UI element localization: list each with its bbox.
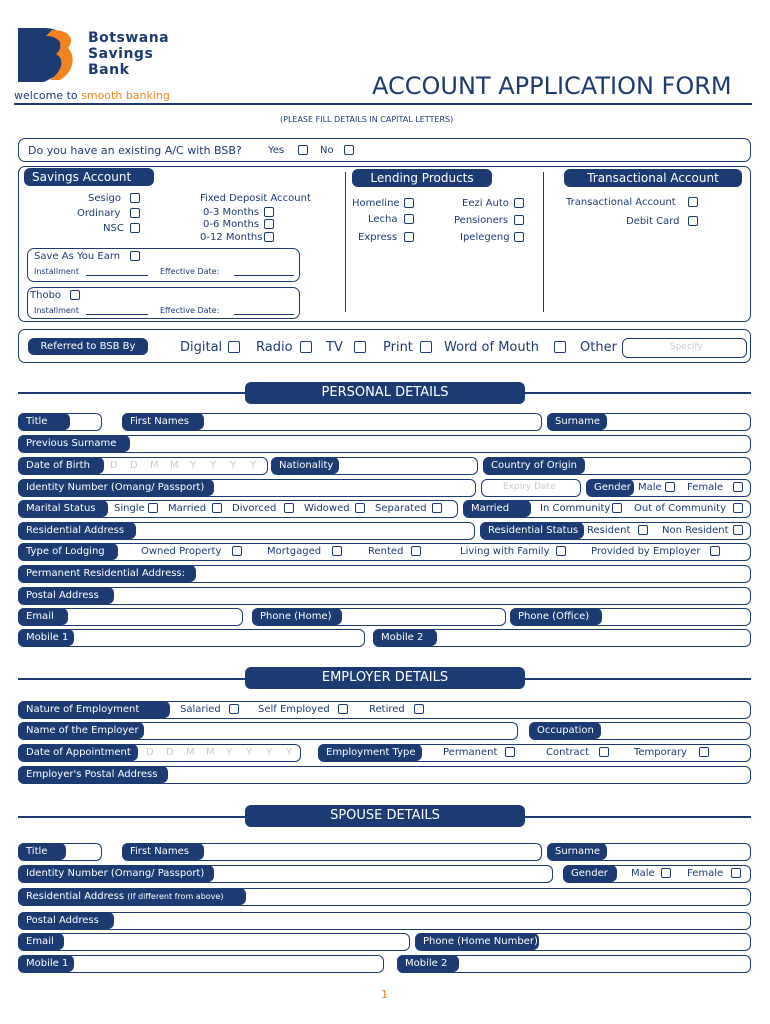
tv-checkbox[interactable] — [354, 341, 366, 353]
dob-m2: M — [170, 460, 179, 471]
saye-checkbox[interactable] — [130, 251, 140, 261]
spouse-mobile2-label: Mobile 2 — [397, 955, 459, 972]
ipelegeng-checkbox[interactable] — [514, 232, 524, 242]
ordinary-checkbox[interactable] — [130, 208, 140, 218]
m12-checkbox[interactable] — [264, 232, 274, 242]
saye-effective-label: Effective Date: — [160, 267, 220, 276]
temporary-label: Temporary — [634, 747, 688, 758]
spouse-first-names-label: First Names — [122, 843, 204, 860]
mobile1-label: Mobile 1 — [18, 629, 74, 646]
widowed-checkbox[interactable] — [355, 503, 365, 513]
rented-label: Rented — [368, 546, 404, 557]
spouse-female-checkbox[interactable] — [731, 868, 741, 878]
resident-label: Resident — [587, 525, 631, 536]
tv-label: TV — [326, 340, 343, 355]
transactional-account-label: Transactional Account — [566, 197, 676, 208]
homeline-label: Homeline — [352, 198, 400, 209]
single-checkbox[interactable] — [148, 503, 158, 513]
existing-no-checkbox[interactable] — [344, 145, 354, 155]
lecha-label: Lecha — [368, 214, 398, 225]
title-label: Title — [18, 413, 70, 430]
homeline-checkbox[interactable] — [404, 198, 414, 208]
previous-surname-label: Previous Surname — [18, 435, 130, 452]
spouse-res-address-label — [18, 888, 246, 905]
thobo-checkbox[interactable] — [70, 290, 80, 300]
tagline-welcome: welcome to — [14, 89, 82, 102]
spouse-postal-label: Postal Address — [18, 912, 114, 929]
widowed-label: Widowed — [304, 503, 350, 514]
tagline-smooth: smooth banking — [81, 89, 170, 102]
spouse-email-field[interactable] — [18, 933, 410, 951]
spouse-phone-label: Phone (Home Number) — [415, 933, 539, 950]
m6-label: 0-6 Months — [203, 219, 260, 230]
salaried-checkbox[interactable] — [229, 704, 239, 714]
out-community-checkbox[interactable] — [733, 503, 743, 513]
spouse-male-label: Male — [631, 868, 655, 879]
ordinary-label: Ordinary — [77, 208, 121, 219]
express-checkbox[interactable] — [404, 232, 414, 242]
nature-label: Nature of Employment — [18, 701, 170, 718]
country-label: Country of Origin — [483, 457, 585, 474]
non-resident-checkbox[interactable] — [733, 525, 743, 535]
owned-checkbox[interactable] — [232, 546, 242, 556]
transactional-heading: Transactional Account — [564, 169, 742, 187]
bank-logo-icon — [16, 26, 78, 84]
eezi-auto-label: Eezi Auto — [462, 198, 509, 209]
radio-checkbox[interactable] — [300, 341, 312, 353]
page-number: 1 — [381, 988, 388, 1001]
thobo-effective-line[interactable] — [234, 314, 294, 315]
spouse-title-label: Title — [18, 843, 66, 860]
surname-label: Surname — [547, 413, 607, 430]
doa-y4: Y — [286, 747, 293, 758]
email-label: Email — [18, 608, 68, 625]
male-checkbox[interactable] — [665, 482, 675, 492]
m3-label: 0-3 Months — [203, 207, 260, 218]
res-address-label: Residential Address — [18, 522, 136, 539]
spouse-male-checkbox[interactable] — [661, 868, 671, 878]
nsc-checkbox[interactable] — [130, 223, 140, 233]
contract-checkbox[interactable] — [599, 747, 609, 757]
dob-label: Date of Birth — [18, 457, 104, 474]
expiry-placeholder: Expiry Date — [503, 482, 556, 492]
specify-placeholder: Specify — [670, 342, 703, 352]
rented-checkbox[interactable] — [411, 546, 421, 556]
mortgaged-checkbox[interactable] — [332, 546, 342, 556]
employer-provided-checkbox[interactable] — [710, 546, 720, 556]
products-divider-2 — [543, 172, 544, 312]
gender-label: Gender — [586, 479, 634, 496]
doa-m1: M — [186, 747, 195, 758]
female-checkbox[interactable] — [733, 482, 743, 492]
separated-label: Separated — [375, 503, 427, 514]
contract-label: Contract — [546, 747, 590, 758]
employer-banner: EMPLOYER DETAILS — [245, 667, 525, 689]
thobo-installment-line[interactable] — [86, 314, 148, 315]
spouse-surname-label: Surname — [547, 843, 607, 860]
print-checkbox[interactable] — [420, 341, 432, 353]
resident-checkbox[interactable] — [638, 525, 648, 535]
female-label: Female — [687, 482, 724, 493]
phone-home-label: Phone (Home) — [252, 608, 342, 625]
male-label: Male — [638, 482, 662, 493]
employer-postal-label: Employer's Postal Address — [18, 766, 168, 783]
debit-card-label: Debit Card — [626, 216, 680, 227]
m6-checkbox[interactable] — [264, 219, 274, 229]
tagline — [14, 89, 170, 102]
doa-d1: D — [146, 747, 154, 758]
owned-label: Owned Property — [141, 546, 222, 557]
other-label: Other — [580, 340, 617, 355]
dob-d1: D — [110, 460, 118, 471]
doa-m2: M — [206, 747, 215, 758]
married-checkbox[interactable] — [212, 503, 222, 513]
fixed-deposit-label: Fixed Deposit Account — [200, 193, 311, 204]
transactional-account-checkbox[interactable] — [688, 197, 698, 207]
out-community-label: Out of Community — [634, 503, 727, 514]
married-label: Married — [168, 503, 207, 514]
personal-banner: PERSONAL DETAILS — [245, 382, 525, 404]
bank-name-line2: Savings — [88, 46, 154, 62]
header-divider — [14, 103, 752, 105]
pensioners-label: Pensioners — [454, 215, 509, 226]
instructions: (PLEASE FILL DETAILS IN CAPITAL LETTERS) — [280, 115, 454, 124]
print-label: Print — [383, 340, 413, 355]
id-label: Identity Number (Omang/ Passport) — [18, 479, 214, 496]
nsc-label: NSC — [103, 223, 124, 234]
emp-type-label: Employment Type — [318, 744, 422, 761]
lending-products-heading: Lending Products — [352, 169, 492, 187]
self-employed-label: Self Employed — [258, 704, 330, 715]
non-resident-label: Non Resident — [662, 525, 729, 536]
spouse-res-address-note: (If different from above) — [127, 892, 224, 901]
ipelegeng-label: Ipelegeng — [460, 232, 510, 243]
postal-field[interactable] — [18, 587, 751, 605]
m3-checkbox[interactable] — [264, 207, 274, 217]
salaried-label: Salaried — [180, 704, 221, 715]
nationality-label: Nationality — [271, 457, 339, 474]
phone-office-label: Phone (Office) — [510, 608, 602, 625]
lodging-label: Type of Lodging — [18, 543, 118, 560]
family-label: Living with Family — [460, 546, 550, 557]
doa-d2: D — [166, 747, 174, 758]
thobo-installment-label: Installment — [34, 306, 80, 315]
in-community-label: In Community — [540, 503, 611, 514]
permanent-label: Permanent — [443, 747, 498, 758]
permanent-checkbox[interactable] — [505, 747, 515, 757]
family-checkbox[interactable] — [556, 546, 566, 556]
sesigo-label: Sesigo — [88, 193, 121, 204]
divorced-label: Divorced — [232, 503, 277, 514]
bank-name-line3: Bank — [88, 62, 130, 78]
spouse-gender-label: Gender — [563, 865, 617, 882]
pensioners-checkbox[interactable] — [514, 215, 524, 225]
digital-checkbox[interactable] — [228, 341, 240, 353]
thobo-effective-label: Effective Date: — [160, 306, 220, 315]
in-community-checkbox[interactable] — [612, 503, 622, 513]
savings-account-heading: Savings Account — [24, 168, 154, 186]
doa-y1: Y — [226, 747, 233, 758]
doa-y2: Y — [246, 747, 253, 758]
sesigo-checkbox[interactable] — [130, 193, 140, 203]
eezi-auto-checkbox[interactable] — [514, 198, 524, 208]
dob-y1: Y — [190, 460, 197, 471]
mobile2-label: Mobile 2 — [373, 629, 437, 646]
spouse-id-label: Identity Number (Omang/ Passport) — [18, 865, 214, 882]
postal-label: Postal Address — [18, 587, 114, 604]
spouse-female-label: Female — [687, 868, 724, 879]
separated-checkbox[interactable] — [432, 503, 442, 513]
wom-checkbox[interactable] — [554, 341, 566, 353]
radio-label: Radio — [256, 340, 293, 355]
thobo-label: Thobo — [30, 290, 62, 301]
temporary-checkbox[interactable] — [699, 747, 709, 757]
self-employed-checkbox[interactable] — [338, 704, 348, 714]
retired-checkbox[interactable] — [414, 704, 424, 714]
saye-installment-label: Installment — [34, 267, 80, 276]
employer-provided-label: Provided by Employer — [591, 546, 701, 557]
employer-name-label: Name of the Employer — [18, 722, 144, 739]
occupation-label: Occupation — [529, 722, 601, 739]
spouse-email-label: Email — [18, 933, 64, 950]
existing-yes-checkbox[interactable] — [298, 145, 308, 155]
married-type-label: Married — [463, 500, 531, 517]
bank-name-line1: Botswana — [88, 30, 170, 46]
saye-effective-line[interactable] — [234, 275, 294, 276]
referral-label: Referred to BSB By — [28, 338, 148, 355]
spouse-mobile1-label: Mobile 1 — [18, 955, 74, 972]
debit-card-checkbox[interactable] — [688, 216, 698, 226]
doa-label: Date of Appointment — [18, 744, 138, 761]
retired-label: Retired — [369, 704, 405, 715]
bank-logo — [16, 26, 78, 84]
mortgaged-label: Mortgaged — [267, 546, 322, 557]
digital-label: Digital — [180, 340, 223, 355]
products-divider-1 — [345, 172, 346, 312]
spouse-banner: SPOUSE DETAILS — [245, 805, 525, 827]
perm-address-label: Permanent Residential Address: — [18, 565, 196, 582]
saye-installment-line[interactable] — [86, 275, 148, 276]
marital-label: Marital Status — [18, 500, 108, 517]
form-title: ACCOUNT APPLICATION FORM — [372, 72, 732, 100]
spouse-postal-field[interactable] — [18, 912, 751, 930]
existing-question: Do you have an existing A/C with BSB? — [28, 144, 242, 157]
dob-d2: D — [130, 460, 138, 471]
no-label: No — [320, 145, 334, 156]
res-status-label: Residential Status — [480, 522, 584, 539]
dob-y4: Y — [250, 460, 257, 471]
m12-label: 0-12 Months — [200, 232, 263, 243]
dob-y2: Y — [210, 460, 217, 471]
dob-y3: Y — [230, 460, 237, 471]
saye-label: Save As You Earn — [34, 251, 121, 262]
wom-label: Word of Mouth — [444, 340, 539, 355]
lecha-checkbox[interactable] — [404, 214, 414, 224]
divorced-checkbox[interactable] — [284, 503, 294, 513]
first-names-label: First Names — [122, 413, 204, 430]
spouse-res-address-text: Residential Address — [26, 891, 128, 902]
doa-y3: Y — [266, 747, 273, 758]
yes-label: Yes — [268, 145, 285, 156]
express-label: Express — [358, 232, 398, 243]
single-label: Single — [114, 503, 145, 514]
dob-m1: M — [150, 460, 159, 471]
